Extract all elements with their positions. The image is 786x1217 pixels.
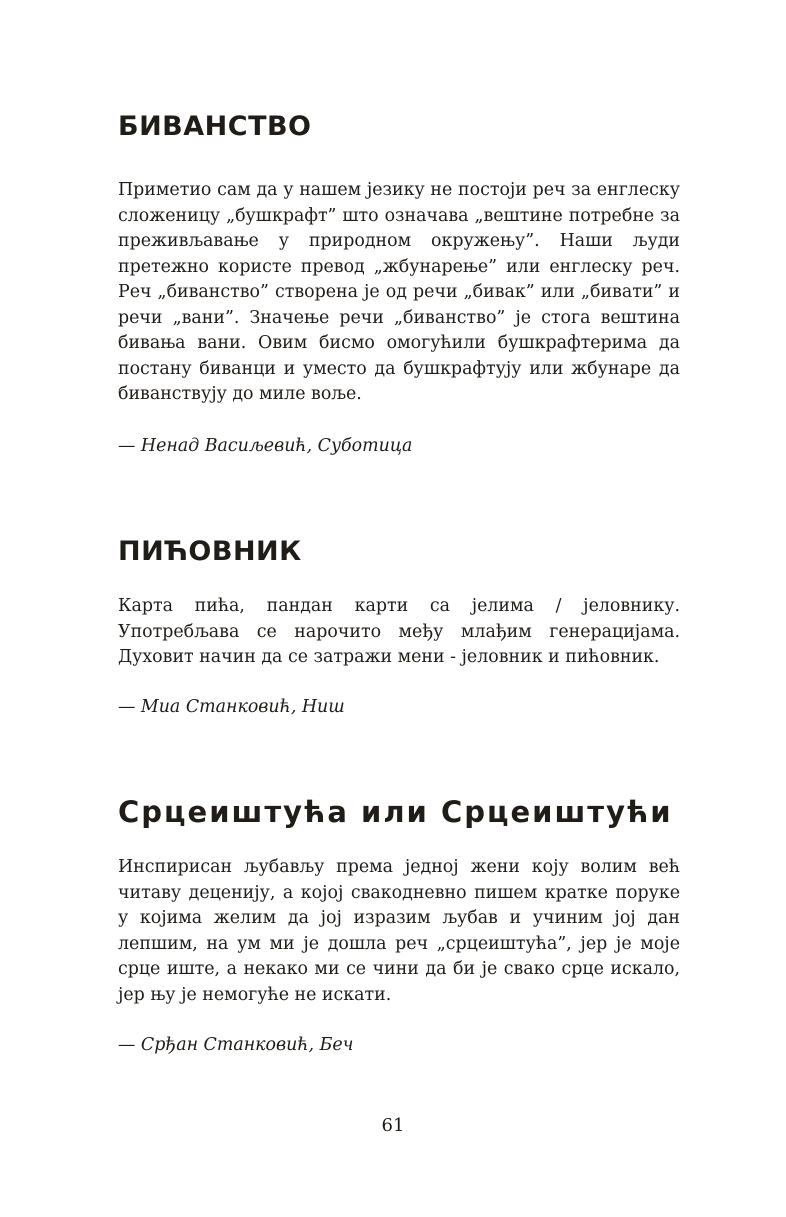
entry-srceistuca [118,797,680,1059]
entry-attribution: — Срђан Станковић, Беч [118,1035,354,1055]
entry-paragraph: Карта пића, пандан карти са јелима / јеловнику. Употребљава се нарочито међу млађим генерацијама. Духовит начин да се затражи мени - јеловник и пићовник. [118,596,680,667]
entry-heading: Срцеиштућа или Срцеиштући [118,795,673,829]
entry-paragraph: Приметио сам да у нашем језику не постоји реч за енглеску сложеницу „бушкрафт” што означава „вештине потребне за преживљавање у природном окружењу”. Наши људи претежно користе превод „жбунарење” или енглеску реч. Реч „биванство” створена је од речи „бивак” или „бивати” и речи „вани”. Значење речи „биванство” је стога вештина бивања вани. Овим бисмо омогућили бушкрафтерима да постану биванци и уместо да бушкрафтују или жбунаре да биванствују до миле воље. [118,180,680,404]
page-number: 61 [381,1115,405,1136]
entry-attribution: — Ненад Васиљевић, Суботица [118,435,413,456]
entry-bivanstvo [118,112,680,459]
entry-paragraph: Инспирисан љубављу према једној жени коју волим већ читаву деценију, а којој свакодневно пишем кратке поруке у којима желим да јој изразим љубав и учиним јој дан лепшим, на ум ми је дошла реч „срцеиштућа”, јер је моје срце иште, а некако ми се чини да би је свако срце искало, јер њу је немогуће не искати. [118,857,680,1005]
entry-heading: БИВАНСТВО [118,111,312,142]
entry-heading: ПИЋОВНИК [118,536,302,567]
entry-picovnik [118,537,680,720]
entry-attribution: — Миа Станковић, Ниш [118,696,345,717]
